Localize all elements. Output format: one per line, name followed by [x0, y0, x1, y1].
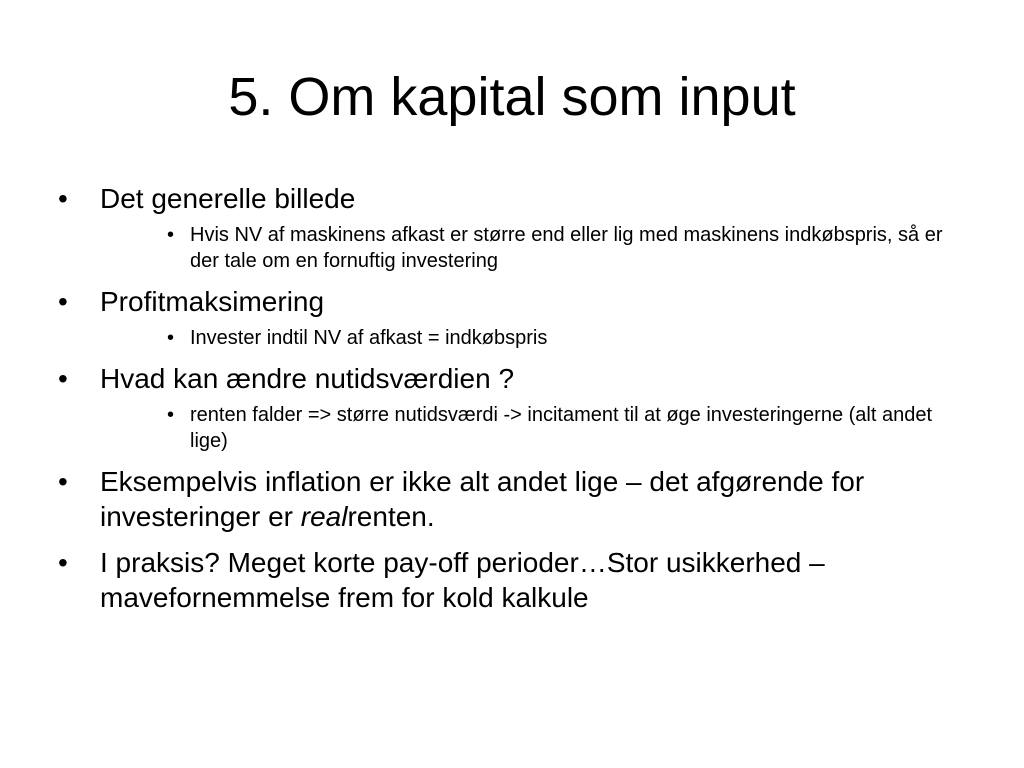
sub-bullet-marker: • — [167, 327, 175, 349]
bullet-text-before: Eksempelvis inflation er ikke alt andet lige – det afgørende for investeringer er — [100, 466, 865, 532]
sub-bullet-marker: • — [167, 224, 175, 246]
sub-bullet-text: renten falder => større nutidsværdi -> incitament til at øge investeringerne (alt andet lige) — [190, 404, 933, 452]
bullet-text: Det generelle billede — [100, 183, 356, 214]
sub-bullet-text: Hvis NV af maskinens afkast er større end eller lig med maskinens indkøbspris, så er der tale om en fornuftig investering — [190, 224, 943, 272]
bullet-item-2 — [0, 284, 1024, 319]
sub-bullet-item-3 — [0, 402, 1024, 454]
bullet-marker: • — [58, 466, 68, 497]
sub-bullet-item-2 — [0, 325, 1024, 351]
bullet-marker: • — [58, 183, 68, 214]
bullet-text: I praksis? Meget korte pay-off perioder…Stor usikkerhed – mavefornemmelse frem for kold kalkule — [100, 547, 825, 613]
sub-bullet-text: Invester indtil NV af afkast = indkøbspris — [190, 327, 548, 349]
bullet-item-3 — [0, 361, 1024, 396]
sub-bullet-marker: • — [167, 404, 175, 426]
bullet-item-5 — [0, 545, 1024, 615]
bullet-text: Profitmaksimering — [100, 286, 325, 317]
sub-bullet-item-1 — [0, 222, 1024, 274]
bullet-item-1 — [0, 181, 1024, 216]
bullet-text-italic: real — [300, 501, 348, 532]
slide-title: 5. Om kapital som input — [228, 67, 796, 127]
bullet-marker: • — [58, 286, 68, 317]
bullet-list — [0, 181, 1024, 615]
bullet-item-4 — [0, 464, 1024, 534]
bullet-text: Hvad kan ændre nutidsværdien ? — [100, 363, 515, 394]
bullet-text-after: renten. — [347, 501, 435, 532]
bullet-marker: • — [58, 363, 68, 394]
bullet-marker: • — [58, 547, 68, 578]
